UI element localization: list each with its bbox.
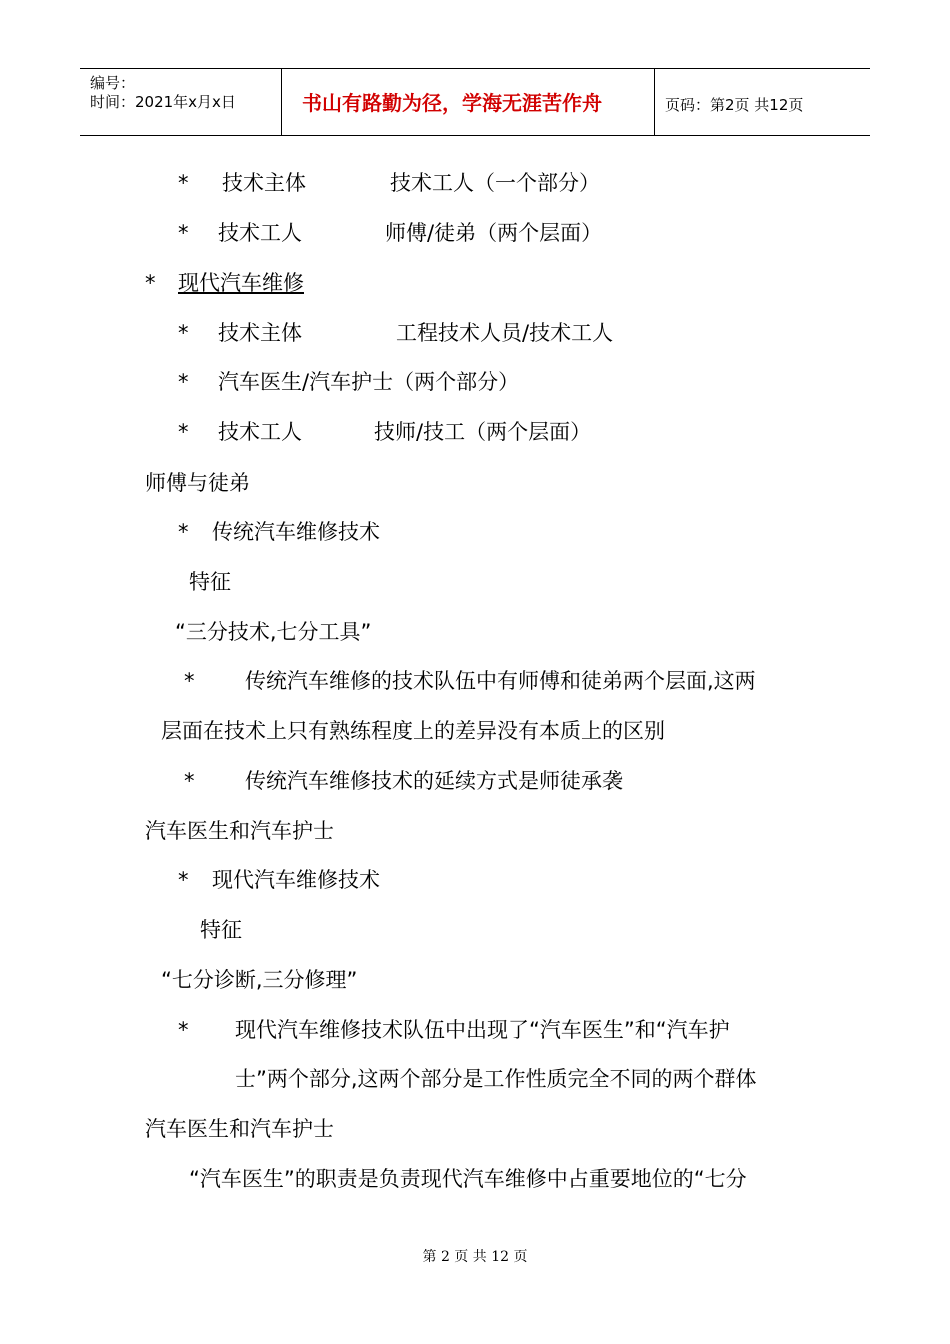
line-3-heading: 现代汽车维修 <box>178 271 304 295</box>
time-label: 时间：2021年x月x日 <box>90 93 236 111</box>
line-4-desc: 工程技术人员/技术工人 <box>396 321 614 345</box>
bullet-star: * <box>178 370 189 394</box>
bullet-star: * <box>178 221 189 245</box>
line-6-term: 技术工人 <box>218 420 302 444</box>
bullet-star: * <box>178 171 189 195</box>
bullet-star: * <box>178 868 189 892</box>
header-motto-cell <box>282 69 655 135</box>
line-11-text: 传统汽车维修的技术队伍中有师傅和徒弟两个层面,这两 <box>245 669 756 693</box>
bullet-star: * <box>184 669 195 693</box>
line-5-text: 汽车医生/汽车护士（两个部分） <box>218 370 520 394</box>
line-2-term: 技术工人 <box>218 221 302 245</box>
line-10-quote: “三分技术,七分工具” <box>175 620 372 644</box>
bullet-star: * <box>178 420 189 444</box>
header-page-cell <box>655 69 870 135</box>
line-12-text: 层面在技术上只有熟练程度上的差异没有本质上的区别 <box>161 719 665 743</box>
line-13-text: 传统汽车维修技术的延续方式是师徒承袭 <box>245 769 623 793</box>
line-15-text: 现代汽车维修技术 <box>212 868 380 892</box>
page-header <box>80 68 870 136</box>
line-8-text: 传统汽车维修技术 <box>212 520 380 544</box>
page-info: 页码：第2页 共12页 <box>665 96 804 114</box>
code-label: 编号： <box>90 74 136 92</box>
line-7-heading: 师傅与徒弟 <box>145 471 250 495</box>
bullet-star: * <box>145 271 156 295</box>
bullet-star: * <box>184 769 195 793</box>
line-1-term: 技术主体 <box>222 171 306 195</box>
line-14-heading: 汽车医生和汽车护士 <box>145 819 334 843</box>
line-4-term: 技术主体 <box>218 321 302 345</box>
line-6-desc: 技师/技工（两个层面） <box>374 420 592 444</box>
line-19-text: 士”两个部分,这两个部分是工作性质完全不同的两个群体 <box>235 1067 757 1091</box>
bullet-star: * <box>178 520 189 544</box>
line-20-heading: 汽车医生和汽车护士 <box>145 1117 334 1141</box>
line-1-desc: 技术工人（一个部分） <box>390 171 600 195</box>
bullet-star: * <box>178 1018 189 1042</box>
line-16-text: 特征 <box>200 918 242 942</box>
line-18-text: 现代汽车维修技术队伍中出现了“汽车医生”和“汽车护 <box>235 1018 730 1042</box>
bullet-star: * <box>178 321 189 345</box>
header-meta-cell <box>80 69 282 135</box>
line-17-quote: “七分诊断,三分修理” <box>161 968 358 992</box>
line-2-desc: 师傅/徒弟（两个层面） <box>385 221 603 245</box>
motto: 书山有路勤为径，学海无涯苦作舟 <box>302 91 602 115</box>
line-9-text: 特征 <box>189 570 231 594</box>
page-footer: 第 2 页 共 12 页 <box>422 1249 528 1265</box>
line-21-text: “汽车医生”的职责是负责现代汽车维修中占重要地位的“七分 <box>189 1167 747 1191</box>
